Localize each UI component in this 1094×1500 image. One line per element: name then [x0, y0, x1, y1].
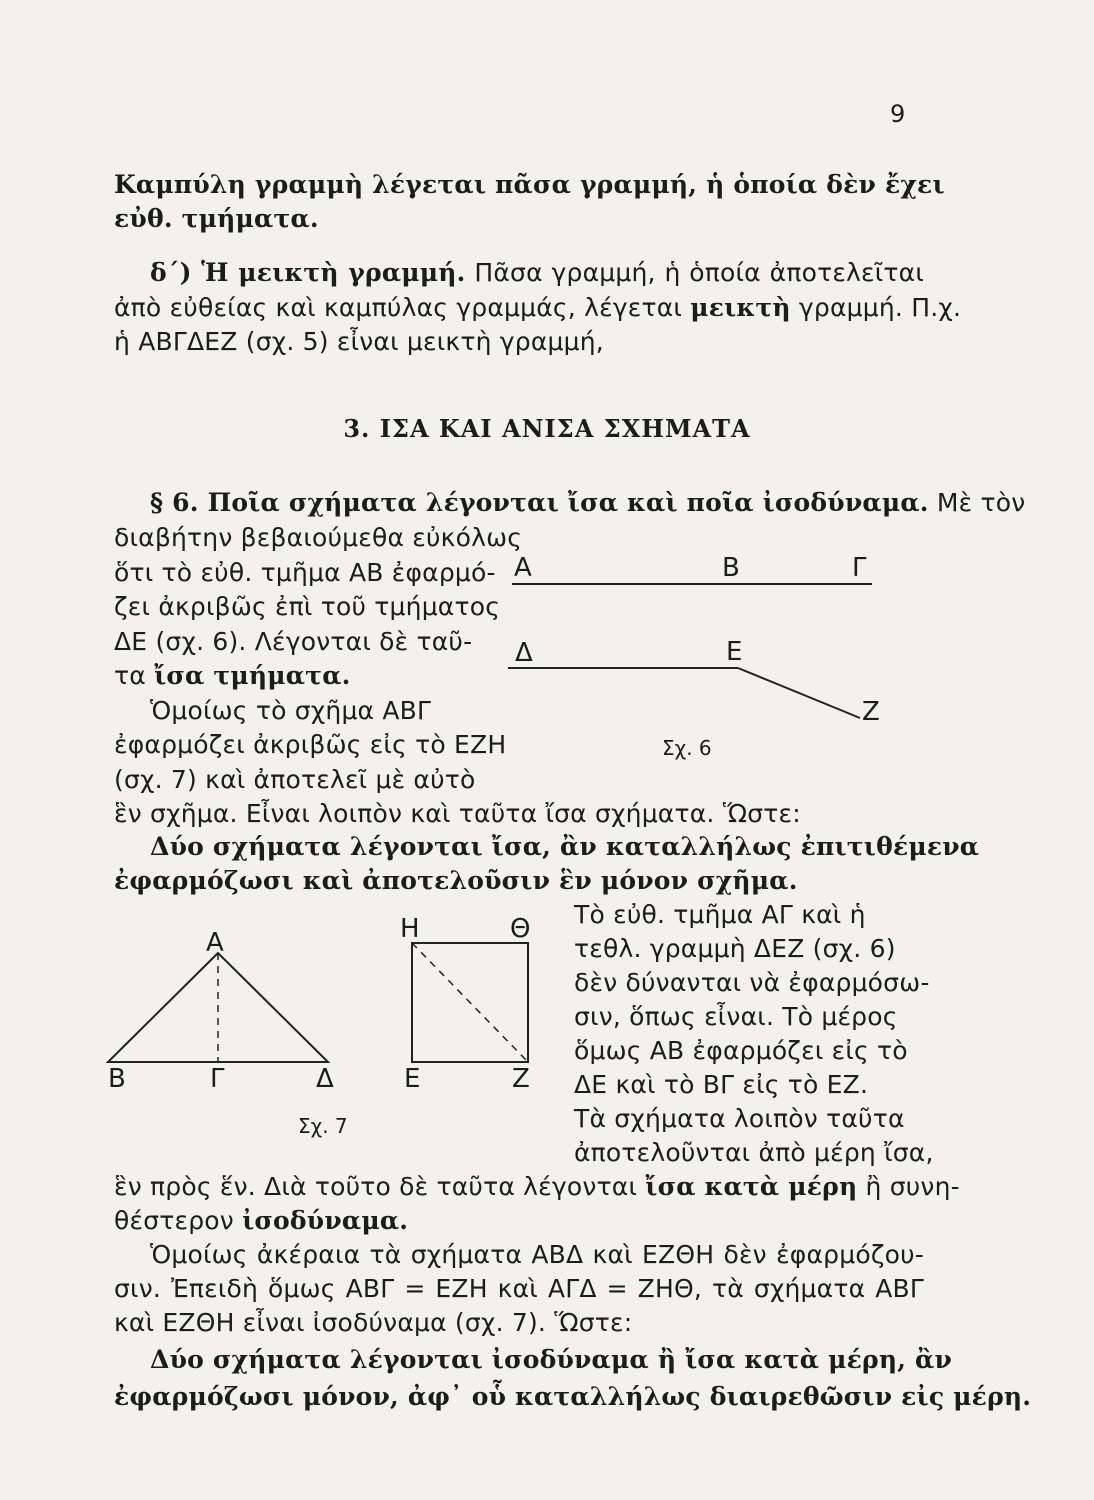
fig7-label-G: Γ [210, 1064, 225, 1094]
fig6-label-E: Ε [726, 637, 743, 667]
text-line: ἡ ΑΒΓΔΕΖ (σχ. 5) εἶναι μεικτὴ γραμμή, [114, 327, 604, 356]
fig6-label-B: Β [722, 553, 740, 583]
fig7-label-TH: Θ [510, 914, 531, 944]
text-line: ὅτι τὸ εὐθ. τμῆμα ΑΒ ἐφαρμό- [114, 558, 496, 587]
text-line: θέστερον ἰσοδύναμα. [114, 1206, 409, 1235]
text-line: ἐφαρμόζει ἀκριβῶς εἰς τὸ ΕΖΗ [114, 730, 507, 759]
text-line: εὐθ. τμήματα. [114, 204, 319, 233]
fig7-label-B: Β [108, 1064, 126, 1094]
text-line: ΔΕ (σχ. 6). Λέγονται δὲ ταῦ- [114, 627, 473, 656]
text-line: ἓν σχῆμα. Εἶναι λοιπὸν καὶ ταῦτα ἴσα σχήματα. Ὥστε: [114, 799, 801, 828]
text-line: Τὸ εὐθ. τμῆμα ΑΓ καὶ ἡ [574, 900, 866, 929]
text-line: διαβήτην βεβαιούμεθα εὐκόλως [114, 523, 523, 552]
text-line: ζει ἀκριβῶς ἐπὶ τοῦ τμήματος [114, 592, 501, 621]
diagonal-HZ [412, 943, 528, 1062]
fig6-caption: Σχ. 6 [662, 736, 712, 760]
text-line: δ΄) Ἡ μεικτὴ γραμμή. Πᾶσα γραμμή, ἡ ὁποία ἀποτελεῖται [150, 258, 924, 287]
text-line: Δύο σχήματα λέγονται ἰσοδύναμα ἢ ἴσα κατὰ μέρη, ἂν [150, 1345, 953, 1374]
text-line: ἀποτελοῦνται ἀπὸ μέρη ἴσα, [574, 1138, 934, 1167]
fig7-label-D: Δ [316, 1064, 334, 1094]
text-line: σιν. Ἐπειδὴ ὅμως ΑΒΓ = ΕΖΗ καὶ ΑΓΔ = ΖΗΘ, τὰ σχήματα ΑΒΓ [114, 1274, 924, 1303]
text-line: ἐφαρμόζωσι καὶ ἀποτελοῦσιν ἓν μόνον σχῆμα. [114, 866, 798, 895]
fig6-label-Z: Ζ [862, 697, 880, 727]
text-line: § 6. Ποῖα σχήματα λέγονται ἴσα καὶ ποῖα ἰσοδύναμα. Μὲ τὸν [150, 488, 1026, 517]
text-line: Ὁμοίως τὸ σχῆμα ΑΒΓ [150, 696, 432, 725]
text-line: Καμπύλη γραμμὴ λέγεται πᾶσα γραμμή, ἡ ὁποία δὲν ἔχει [114, 170, 945, 199]
fig7-label-E: Ε [404, 1064, 421, 1094]
text-line: Ὁμοίως ἀκέραια τὰ σχήματα ΑΒΔ καὶ ΕΖΘΗ δὲν ἐφαρμόζου- [150, 1240, 924, 1269]
fig7-label-H: Η [400, 914, 420, 944]
section-heading: 3. ΙΣΑ ΚΑΙ ΑΝΙΣΑ ΣΧΗΜΑΤΑ [343, 414, 751, 443]
text-line: καὶ ΕΖΘΗ εἶναι ἰσοδύναμα (σχ. 7). Ὥστε: [114, 1308, 633, 1337]
fig7-label-A: Α [206, 928, 224, 958]
fig6-label-D: Δ [515, 638, 533, 668]
fig7-label-Z: Ζ [512, 1064, 530, 1094]
text-line: ἐφαρμόζωσι μόνον, ἀφ᾿ οὗ καταλλήλως διαιρεθῶσιν εἰς μέρη. [114, 1382, 1032, 1411]
text-line: σιν, ὅπως εἶναι. Τὸ μέρος [574, 1002, 898, 1031]
page-number: 9 [890, 100, 906, 128]
text-line: ΔΕ καὶ τὸ ΒΓ εἰς τὸ ΕΖ. [574, 1070, 869, 1099]
text-line: ἀπὸ εὐθείας καὶ καμπύλας γραμμάς, λέγεται μεικτὴ γραμμή. Π.χ. [114, 293, 962, 322]
fig6-label-G: Γ [852, 553, 867, 583]
text-line: Δύο σχήματα λέγονται ἴσα, ἂν καταλλήλως ἐπιτιθέμενα [150, 832, 980, 861]
text-line: τεθλ. γραμμὴ ΔΕΖ (σχ. 6) [574, 934, 896, 963]
text-line: τα ἴσα τμήματα. [114, 661, 351, 690]
fig7-caption: Σχ. 7 [298, 1114, 348, 1138]
text-line: δὲν δύνανται νὰ ἐφαρμόσω- [574, 968, 930, 997]
text-line: ἓν πρὸς ἕν. Διὰ τοῦτο δὲ ταῦτα λέγονται ἴσα κατὰ μέρη ἢ συνη- [114, 1172, 960, 1201]
text-line: (σχ. 7) καὶ ἀποτελεῖ μὲ αὐτὸ [114, 765, 476, 794]
text-line: Τὰ σχήματα λοιπὸν ταῦτα [574, 1104, 905, 1133]
fig6-label-A: Α [514, 553, 532, 583]
text-line: ὅμως ΑΒ ἐφαρμόζει εἰς τὸ [574, 1036, 908, 1065]
